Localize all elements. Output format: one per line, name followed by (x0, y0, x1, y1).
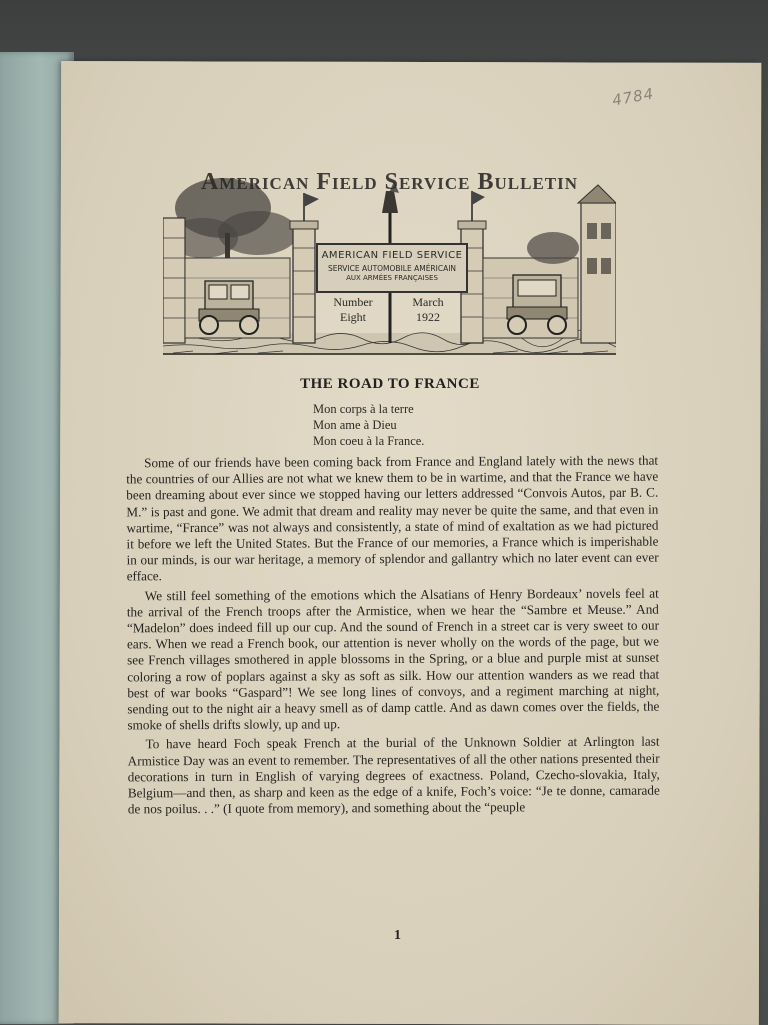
issue-number-value: Eight (340, 310, 366, 324)
epigraph-line: Mon coeu à la France. (313, 434, 425, 448)
sign-line-1: AMERICAN FIELD SERVICE (321, 250, 463, 261)
sign-line-2: SERVICE AUTOMOBILE AMÉRICAIN (327, 264, 457, 273)
article-paragraph: Some of our friends have been coming back from France and England lately with the news that the countries of our Allies are not what we knew them to be in wartime, and that the France we have been dreaming about ever since we stopped having our letters addressed “Convois Autos, par B. C. M.” is past and gone. We admit that dream and reality may never be quite the same, and that even in wartime, “France” was not always and consistently, a state of mind of exaltation as we had pictured it before we left the United States. But the France of our memories, a France which is imperishable in our minds, is our war heritage, a memory of splendor and gallantry which no later event can ever efface. (126, 452, 659, 584)
epigraph-line: Mon corps à la terre (313, 402, 414, 416)
issue-number (316, 295, 390, 325)
issue-date (391, 295, 465, 325)
article-body (126, 453, 660, 821)
issue-number-label: Number (333, 295, 373, 309)
article-title: THE ROAD TO FRANCE (300, 376, 480, 392)
masthead-illustration (163, 163, 616, 355)
masthead-sign (316, 243, 468, 293)
epigraph-line: Mon ame à Dieu (313, 418, 397, 432)
issue-month: March (412, 295, 444, 309)
epigraph (313, 401, 424, 449)
article-paragraph: We still feel something of the emotions which the Alsatians of Henry Bordeaux’ novels feel at the arrival of the French troops after the Armistice, when we hear the “Sambre et Meuse.” And “Madelon” does indeed fill up our cup. And the sound of French in a street car is very sweet to our ears. When we read a French book, our attention is never wholly on the words of the page, but we see French villages smothered in apple blossoms in the Spring, or a blue and purple mist at sunset coloring a row of poplars against a sky as soft as silk. How our attention wanders as we read that best of war books “Gaspard”! We see long lines of convoys, and a regiment marching at night, sending out to the night air a heavy smell as of damp cattle. And as dawn comes over the fields, the smoke of shells drifts slowly, up and up. (126, 585, 660, 733)
page-number: 1 (394, 928, 401, 943)
issue-year: 1922 (416, 310, 440, 324)
masthead-title: American Field Service Bulletin (200, 169, 579, 195)
article-paragraph: To have heard Foch speak French at the burial of the Unknown Soldier at Arlington last Armistice Day was an event to remember. The representatives of all the other nations presented their decorations in turn in English of varying degrees of exactness. Poland, Czecho-slovakia, Italy, Belgium—and then, as sharp and keen as the edge of a knife, Foch’s voice: “Je te donne, camarade de nos poilus. . .” (I quote from memory), and something about the “peuple (127, 734, 660, 817)
sign-line-3: AUX ARMÉES FRANÇAISES (346, 274, 438, 282)
handwritten-catalog-number: 4784 (610, 84, 656, 110)
